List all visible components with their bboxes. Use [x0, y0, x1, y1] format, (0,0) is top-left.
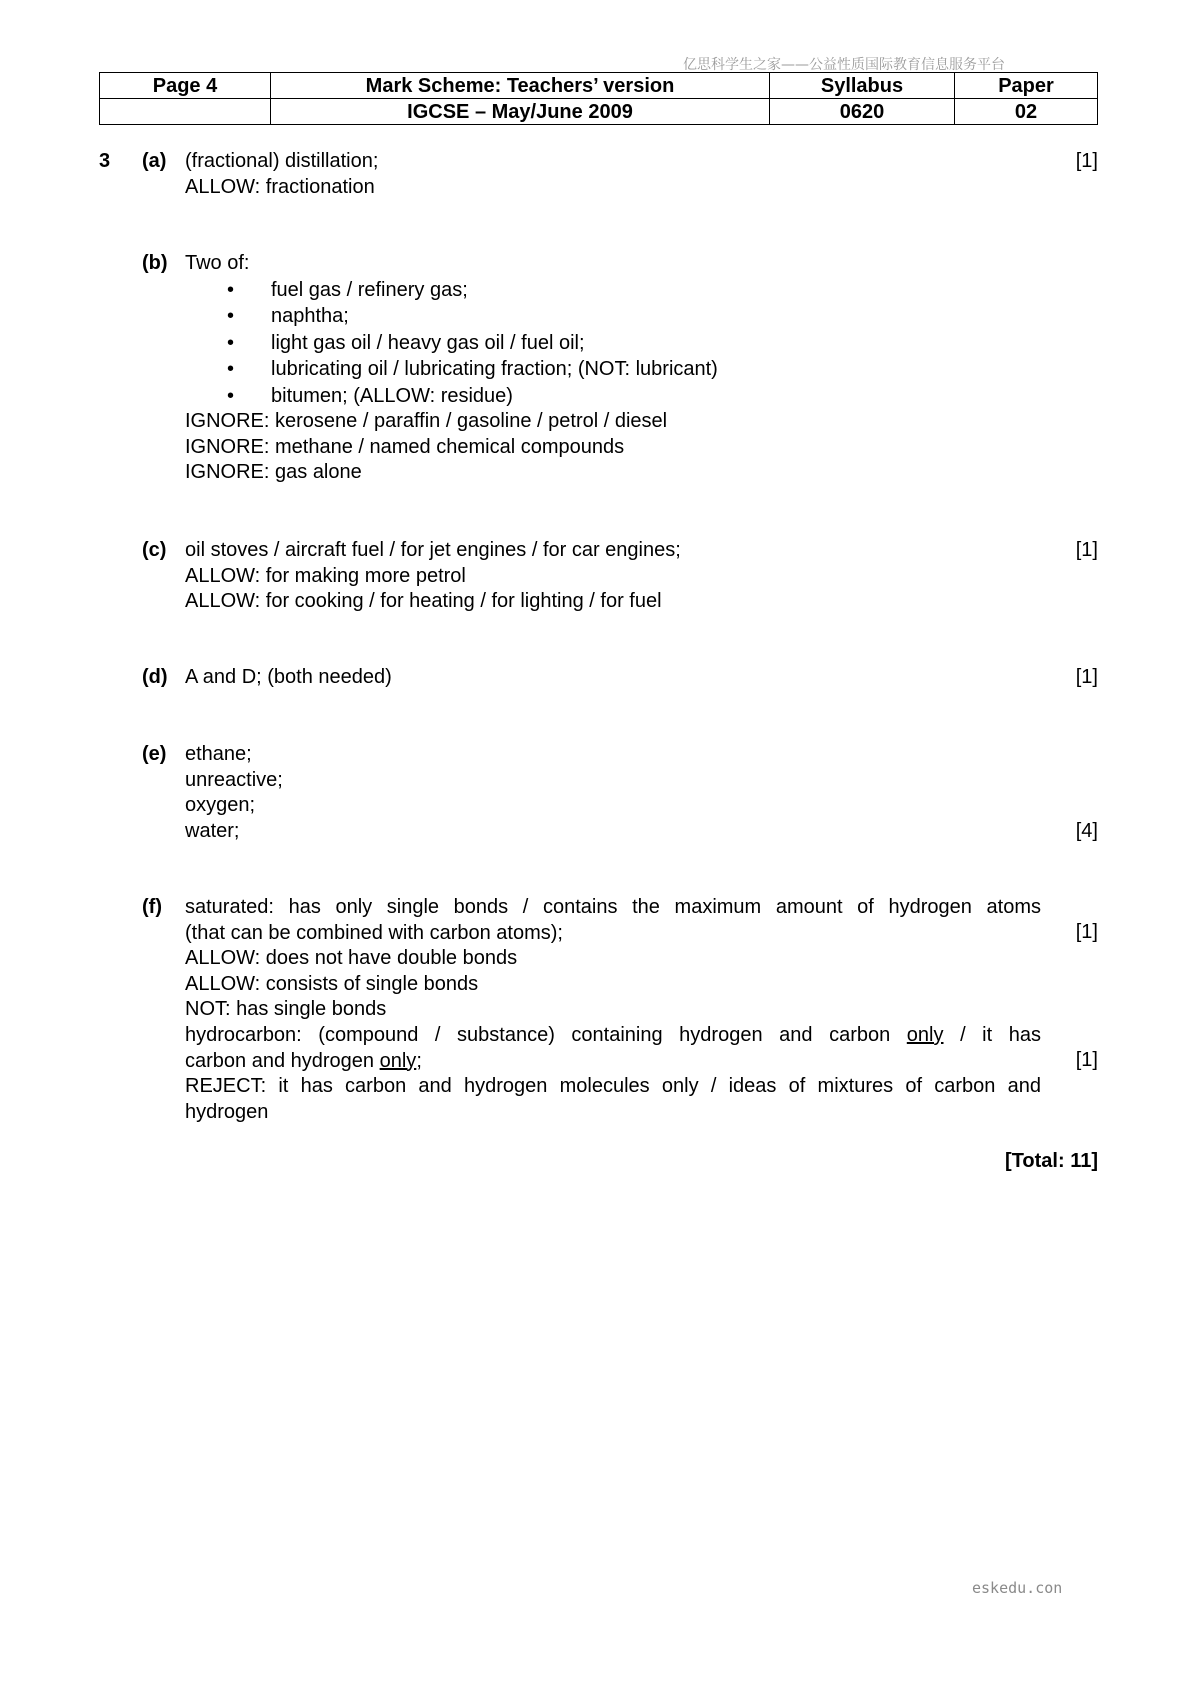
part-b-answer	[185, 251, 1040, 486]
header-empty	[100, 99, 271, 125]
part-c-answer	[185, 538, 1040, 615]
header-paper-number: 02	[955, 99, 1098, 125]
part-e-mark: [4]	[1075, 820, 1098, 842]
part-a-line: (fractional) distillation;	[185, 150, 379, 172]
header-title: Mark Scheme: Teachers’ version	[271, 73, 770, 99]
watermark-bottom: eskedu.con	[972, 1579, 1063, 1597]
bullet-item	[185, 330, 1040, 357]
bullet-icon: •	[227, 384, 235, 407]
hydrocarbon-text: / it has	[960, 1023, 1041, 1046]
part-b-intro: Two of:	[185, 252, 250, 274]
part-d-answer	[185, 665, 1040, 691]
bullet-text: light gas oil / heavy gas oil / fuel oil;	[271, 331, 585, 354]
bullet-item	[185, 383, 1040, 410]
hydrocarbon-text: ;	[416, 1049, 422, 1072]
header-syllabus-label: Syllabus	[770, 73, 955, 99]
bullet-icon: •	[227, 305, 235, 328]
header-page: Page 4	[100, 73, 271, 99]
question-number: 3	[99, 150, 111, 172]
header-table	[99, 72, 1098, 125]
part-f-saturated-mark: [1]	[1075, 921, 1098, 943]
part-f-answer	[185, 895, 1041, 1125]
part-d-mark: [1]	[1075, 666, 1098, 688]
part-f-reject-line1: REJECT: it has carbon and hydrogen molecules only / ideas of mixtures of carbon and	[185, 1075, 1041, 1098]
bullet-icon: •	[227, 278, 235, 301]
header-row-2	[100, 99, 1098, 125]
part-c-mark: [1]	[1075, 539, 1098, 561]
part-b-note: IGNORE: methane / named chemical compounds	[185, 435, 625, 458]
part-b-label: (b)	[142, 252, 168, 274]
part-e-line: ethane;	[185, 743, 252, 765]
part-c-line: ALLOW: for making more petrol	[185, 564, 466, 587]
part-d-line: A and D; (both needed)	[185, 666, 392, 688]
part-f-hydrocarbon-mark: [1]	[1075, 1049, 1098, 1071]
part-a-label: (a)	[142, 150, 167, 172]
bullet-text: bitumen; (ALLOW: residue)	[271, 384, 513, 407]
part-f-hydrocarbon-line2	[185, 1049, 1041, 1075]
part-e-line: water;	[185, 819, 240, 842]
bullet-item	[185, 356, 1040, 383]
bullet-item	[185, 303, 1040, 330]
part-f-label: (f)	[142, 896, 162, 918]
part-c-label: (c)	[142, 539, 167, 561]
header-syllabus-code: 0620	[770, 99, 955, 125]
hydrocarbon-text: hydrocarbon: (compound / substance) containing hydrogen and carbon	[185, 1023, 891, 1046]
total-marks: [Total: 11]	[1005, 1150, 1098, 1172]
header-paper-label: Paper	[955, 73, 1098, 99]
bullet-icon: •	[227, 331, 235, 354]
part-f-hydrocarbon-line1	[185, 1023, 1041, 1049]
part-b-bullet-list	[185, 277, 1040, 410]
bullet-icon: •	[227, 358, 235, 381]
watermark-top: 亿思科学生之家——公益性质国际教育信息服务平台	[683, 57, 1005, 73]
part-c-line: ALLOW: for cooking / for heating / for lighting / for fuel	[185, 590, 662, 613]
part-f-saturated-line2: (that can be combined with carbon atoms);	[185, 921, 563, 944]
header-exam: IGCSE – May/June 2009	[271, 99, 770, 125]
part-f-saturated-line1: saturated: has only single bonds / contains the maximum amount of hydrogen atoms	[185, 896, 1041, 918]
part-b-note: IGNORE: gas alone	[185, 461, 362, 484]
hydrocarbon-text: carbon and hydrogen	[185, 1049, 375, 1072]
part-a-line: ALLOW: fractionation	[185, 175, 375, 198]
header-row-1	[100, 73, 1098, 99]
part-a-answer	[185, 149, 1040, 200]
part-f-allow: ALLOW: does not have double bonds	[185, 947, 518, 970]
part-e-line: oxygen;	[185, 794, 256, 817]
part-f-reject-line2: hydrogen	[185, 1100, 269, 1123]
bullet-text: naphtha;	[271, 305, 349, 328]
part-e-answer	[185, 742, 1040, 844]
part-e-label: (e)	[142, 743, 167, 765]
part-a-mark: [1]	[1075, 150, 1098, 172]
part-e-line: unreactive;	[185, 768, 283, 791]
underlined-only: only	[379, 1049, 417, 1072]
part-c-line: oil stoves / aircraft fuel / for jet engines / for car engines;	[185, 539, 681, 561]
part-f-allow: ALLOW: consists of single bonds	[185, 972, 479, 995]
bullet-text: lubricating oil / lubricating fraction; (NOT: lubricant)	[271, 358, 718, 381]
bullet-text: fuel gas / refinery gas;	[271, 278, 468, 301]
part-d-label: (d)	[142, 666, 168, 688]
part-f-not: NOT: has single bonds	[185, 998, 387, 1021]
underlined-only: only	[906, 1023, 944, 1046]
part-b-note: IGNORE: kerosene / paraffin / gasoline / petrol / diesel	[185, 410, 668, 433]
bullet-item	[185, 277, 1040, 304]
